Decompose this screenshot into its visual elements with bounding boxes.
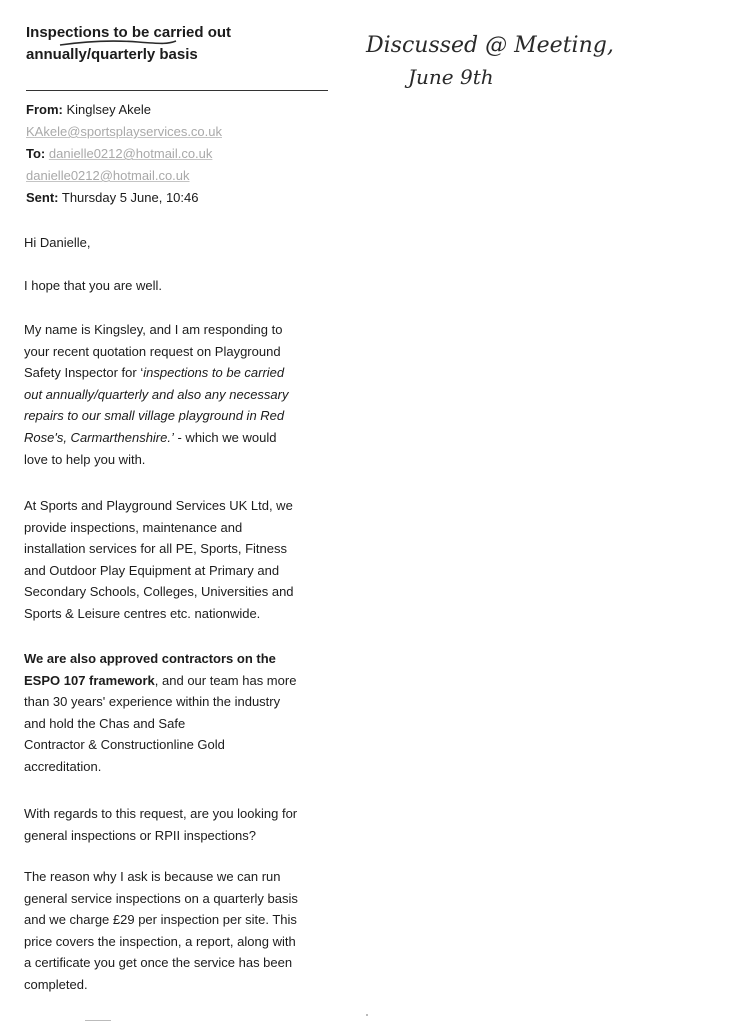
paragraph-line [24,427,324,449]
paragraph-line: Contractor & Constructionline Gold [24,737,225,753]
sent-line [26,190,198,206]
greeting [24,232,324,254]
paragraph-line: your recent quotation request on Playground [24,343,281,359]
paragraph-line: completed. [24,976,88,992]
from-name: Kinglsey Akele [66,102,152,117]
paragraph-line [24,362,324,384]
sent-value: Thursday 5 June, 10:46 [61,190,199,205]
handwritten-note-line-2: June 9th [408,65,494,89]
to-label: To: [26,146,46,161]
paragraph-line: general service inspections on a quarterly basis [24,890,298,906]
paragraph-line: a certificate you get once the service has been [24,955,293,971]
handwritten-underline-mark [58,38,178,48]
paragraph-line: accreditation. [24,758,102,774]
bold-text: We are also approved contractors on the [24,651,276,666]
handwritten-note [364,26,664,96]
subject-line-1: Inspections to be carried out [26,24,232,41]
paragraph-6 [24,866,324,996]
sent-label: Sent: [26,190,59,205]
text-segment: Safety Inspector for ‘ [24,365,144,381]
paragraph-4 [24,648,324,778]
paragraph-line: than 30 years' experience within the industry [24,694,281,710]
bold-text: ESPO 107 framework [24,672,155,688]
paragraph-3 [24,495,324,625]
quoted-request-text: Rose's, Carmarthenshire.’ [24,429,174,445]
quoted-request-text: repairs to our small village playground in Red [24,408,285,424]
from-email: KAkele@sportsplayservices.co.uk [26,124,222,139]
paragraph-line: installation services for all PE, Sports, Fitness [24,541,287,557]
scan-artifact [85,1020,111,1021]
paragraph-2 [24,319,324,470]
paragraph-line: With regards to this request, are you looking for [24,806,298,821]
paragraph-line [24,670,324,692]
greeting-text: Hi Danielle, [24,235,91,250]
paragraph-1 [24,275,324,297]
paragraph-line: Secondary Schools, Colleges, Universities and [24,584,294,600]
paragraph-line: Sports & Leisure centres etc. nationwide. [24,605,261,621]
to-email: danielle0212@hotmail.co.uk [48,146,213,161]
paragraph-line: price covers the inspection, a report, along with [24,933,296,949]
paragraph-line: The reason why I ask is because we can run [24,869,281,884]
header-divider [26,90,328,91]
paragraph-5 [24,803,324,846]
from-label: From: [26,102,63,117]
paragraph-line: provide inspections, maintenance and [24,519,243,535]
to-line [26,146,212,162]
text-segment: - which we would [173,429,277,445]
text-segment: , and our team has more [154,672,297,688]
handwritten-note-line-1: Discussed @ Meeting, [366,33,614,58]
paragraph-line: My name is Kingsley, and I am responding to [24,322,283,337]
paragraph-line: and hold the Chas and Safe [24,715,186,731]
scan-artifact [366,1014,368,1016]
paragraph-line: general inspections or RPII inspections? [24,827,256,843]
paragraph-line: At Sports and Playground Services UK Ltd, we [24,498,293,513]
paragraph-line: and we charge £29 per inspection per site. This [24,912,297,928]
paragraph-line: love to help you with. [24,451,146,467]
to-email-secondary: danielle0212@hotmail.co.uk [26,168,190,183]
paragraph-1-text: I hope that you are well. [24,278,163,293]
quoted-request-text: out annually/quarterly and also any necessary [24,386,289,402]
paragraph-line: and Outdoor Play Equipment at Primary and [24,562,280,578]
from-line [26,102,151,118]
subject-line-2: annually/quarterly basis [26,46,198,63]
quoted-request-text: inspections to be carried [143,365,285,381]
